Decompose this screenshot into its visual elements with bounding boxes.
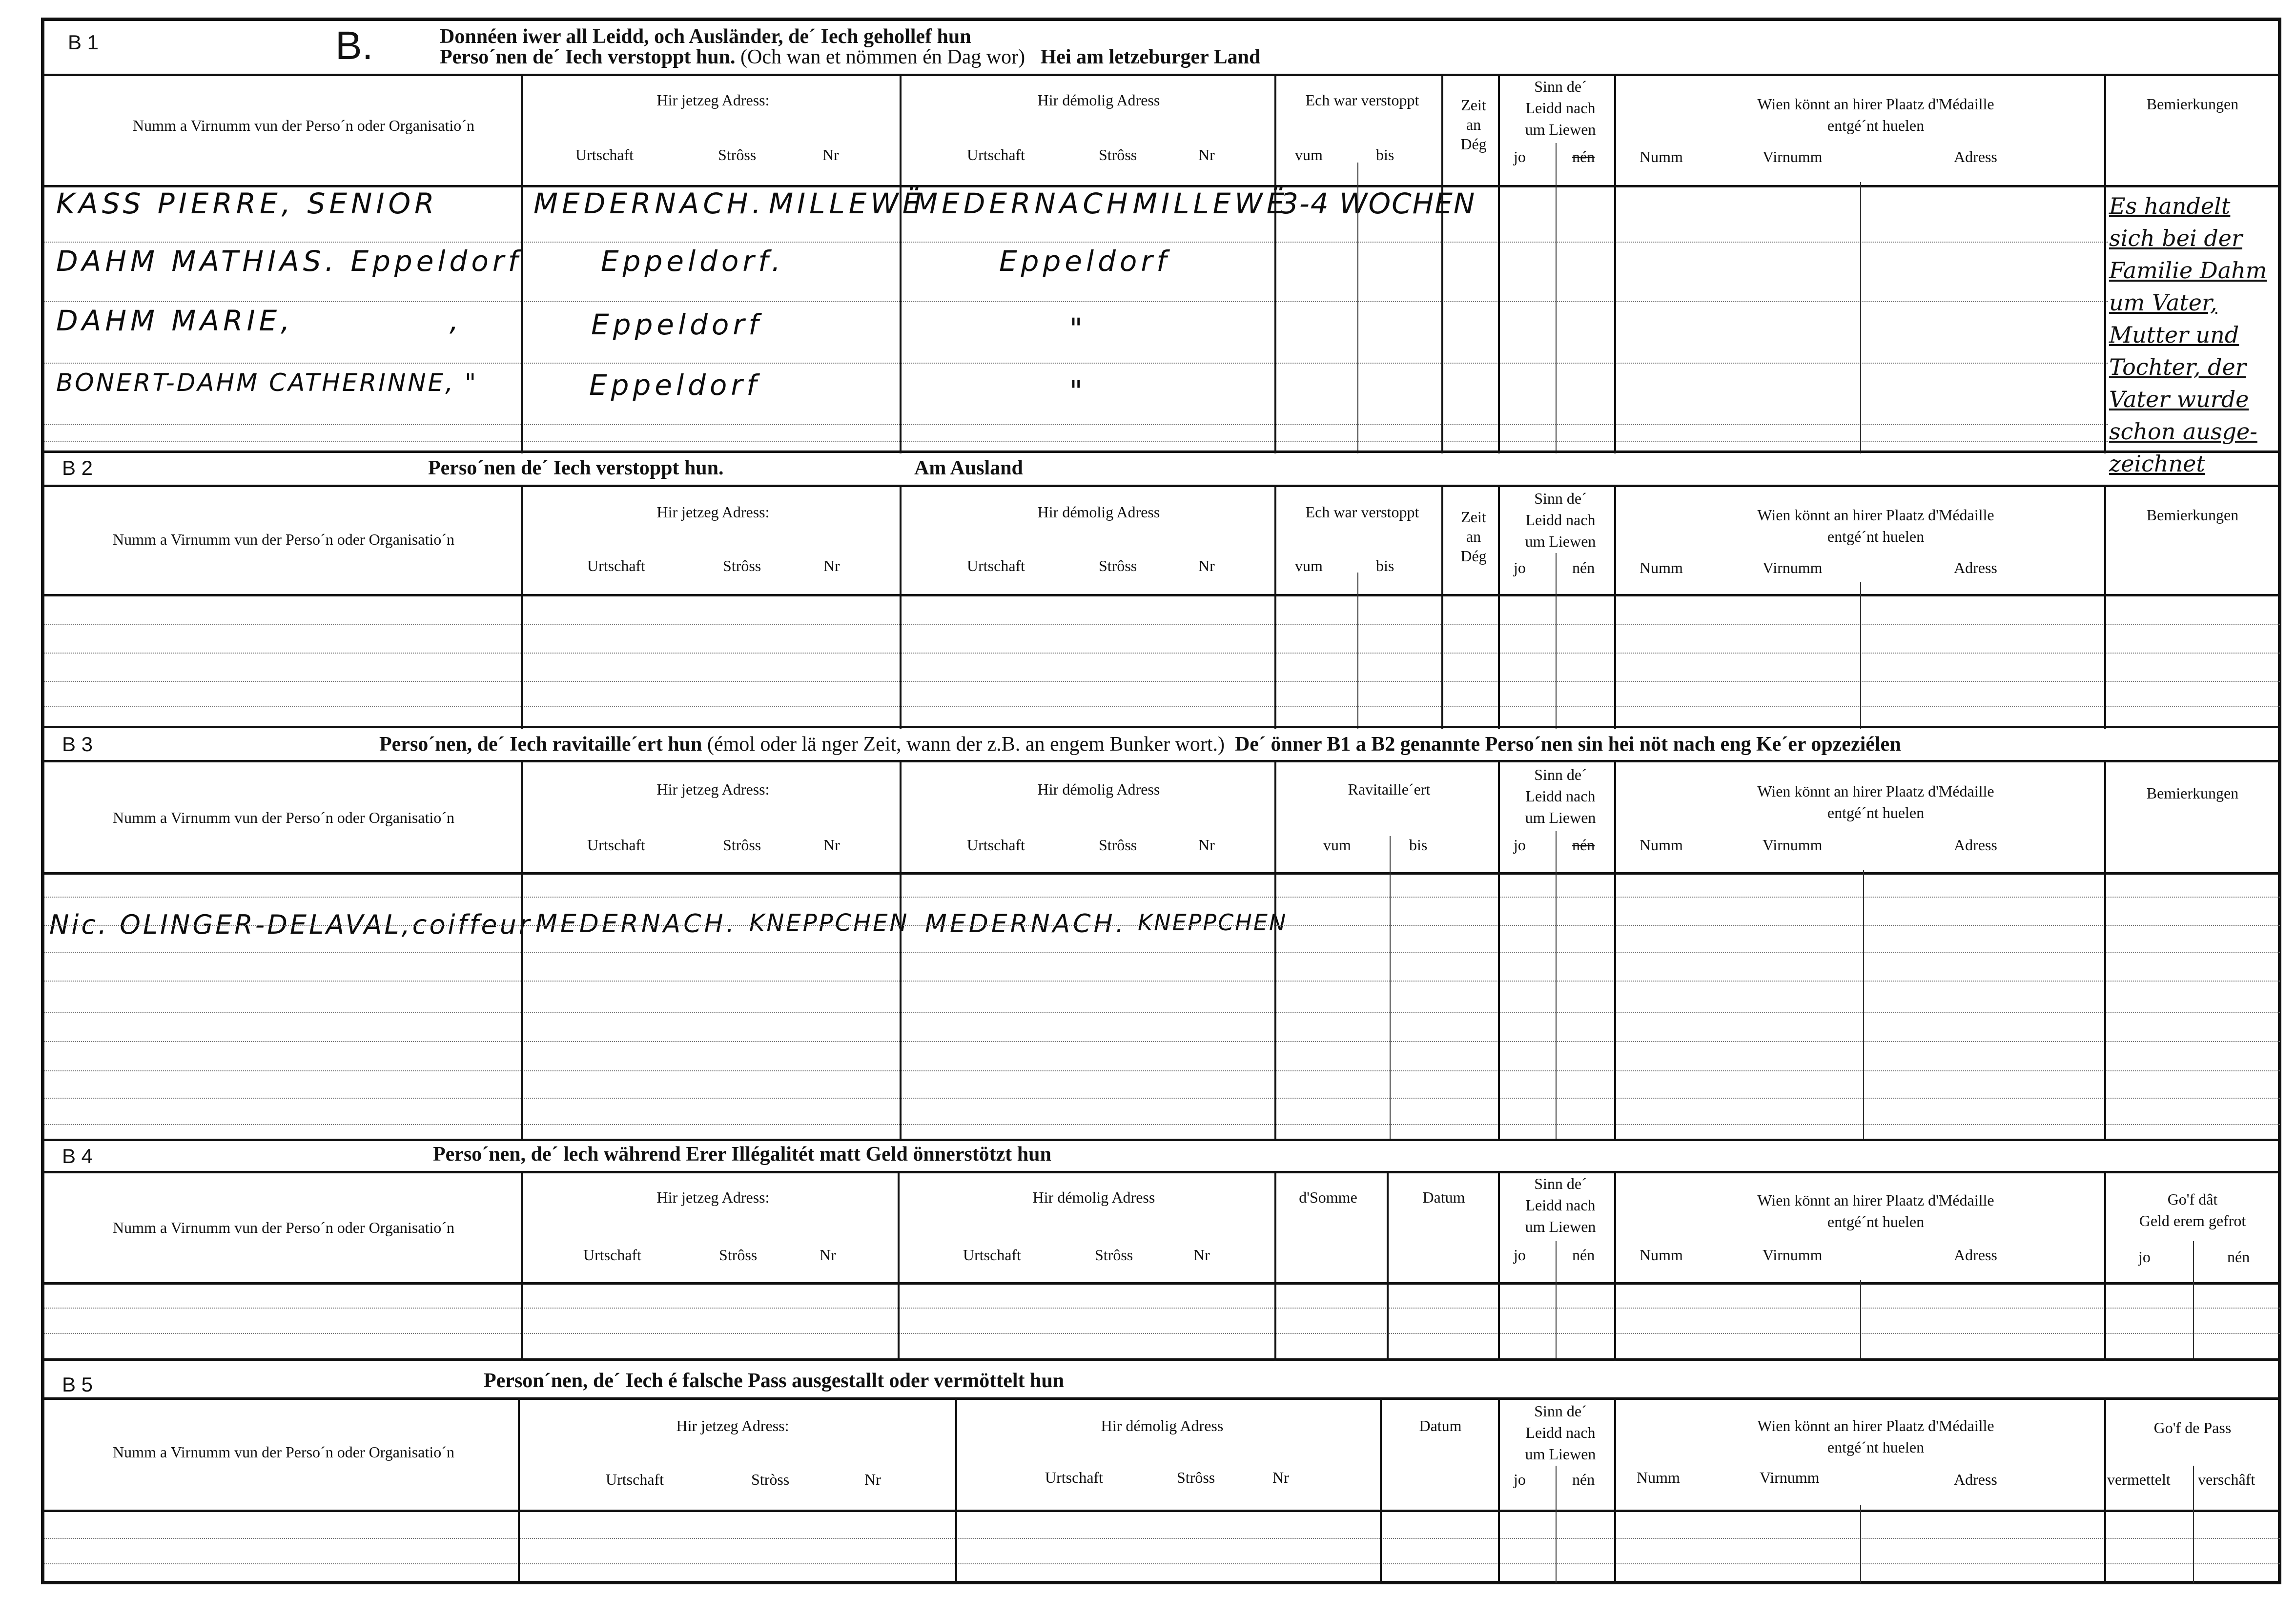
b4-header-medal [1617,1189,2134,1232]
b4-header-former-address: Hir démolig Adress [1032,1188,1155,1206]
b1-header-time [1444,95,1503,154]
b5-header-former-town: Urtschaft [1045,1469,1104,1486]
b5-header-town: Urtschaft [606,1471,664,1488]
b1-row2-old-town: Eppeldorf [999,245,1170,278]
b3-header-medal-name: Numm [1640,836,1683,854]
section-b3-number: B 3 [62,733,93,756]
b1-row3-old-town: " [1069,312,1086,345]
b2-header-alive [1501,488,1620,552]
b4-header-former-nr: Nr [1193,1246,1210,1264]
section-b5-title: Person´nen, de´ Iech é falsche Pass ausgestallt oder vermöttelt hun [484,1370,1065,1392]
b5-header-medal-name: Numm [1637,1469,1680,1486]
b5-header-alive [1501,1400,1620,1465]
b4-header-street: Strôss [719,1246,758,1264]
alive-l3: um Liewen [1525,1218,1596,1235]
b3-header-name: Numm a Virnumm vun der Perso´n oder Organisatio´n [113,809,454,826]
section-b3-title-tail: De´ önner B1 a B2 genannte Perso´nen sin hei nöt nach eng Ke´er opzeziélen [1235,733,1901,756]
b4-header-former-street: Strôss [1095,1246,1133,1264]
b2-header-to: bis [1376,557,1394,574]
b1-row2-cur-town: Eppeldorf. [601,245,785,278]
b2-header-former-town: Urtschaft [967,557,1025,574]
b2-header-town: Urtschaft [587,557,646,574]
form-letter: B. [335,23,373,68]
b1-header-alive [1501,76,1620,140]
b2-header-former-street: Strôss [1099,557,1137,574]
time-l1: Zeit [1461,508,1486,526]
b3-header-from: vum [1323,836,1351,854]
b1-header-medal-name: Numm [1640,148,1683,165]
b5-header-nr: Nr [864,1471,881,1488]
b3-header-street: Strôss [723,836,761,854]
b1-header-former-nr: Nr [1198,146,1215,164]
b1-header-medal [1617,93,2134,136]
b2-header-nr: Nr [823,557,840,574]
b3-header-alive [1501,764,1620,828]
time-l3: Dég [1460,547,1487,565]
b2-header-medal [1617,504,2134,547]
b4-header-yes: jo [1514,1246,1526,1264]
b4-header-gift [2107,1188,2278,1231]
alive-l1: Sinn de´ [1534,490,1587,507]
b1-header-current-address: Hir jetzeg Adress: [656,91,770,109]
b5-header-date: Datum [1419,1417,1462,1434]
b2-header-medal-first: Virnumm [1763,559,1823,576]
time-l3: Dég [1460,135,1487,153]
b1-row3-name: DAHM MARIE, [56,304,294,337]
b4-header-alive [1501,1173,1620,1237]
section-b1-title-main: Perso´nen de´ Iech verstoppt hun. [440,46,736,68]
b4-header-gift-yes: jo [2138,1248,2151,1266]
b1-header-from: vum [1295,146,1323,164]
b3-header-medal-address: Adress [1954,836,1997,854]
medal-l1: Wien könnt an hirer Plaatz d'Médaille [1757,1417,1994,1434]
b5-header-name: Numm a Virnumm vun der Perso´n oder Organisatio´n [113,1443,454,1461]
b5-header-medal [1617,1415,2134,1458]
section-b2-title: Perso´nen de´ Iech verstoppt hun. [428,457,724,479]
section-b2-number: B 2 [62,456,93,479]
b2-header-time [1444,507,1503,566]
b3-header-to: bis [1409,836,1428,854]
b4-header-name: Numm a Virnumm vun der Perso´n oder Organisatio´n [113,1219,454,1236]
section-b1-number: B 1 [68,31,99,54]
b3-header-remarks: Bemierkungen [2146,784,2239,802]
b4-header-date: Datum [1422,1188,1465,1206]
b1-header-former-street: Strôss [1099,146,1137,164]
gift-l2: Geld erem gefrot [2139,1212,2246,1229]
time-l1: Zeit [1461,96,1486,114]
b1-row1-cur-street: MILLEWË [769,187,924,220]
alive-l3: um Liewen [1525,121,1596,138]
b2-header-current-address: Hir jetzeg Adress: [656,503,770,521]
b1-remark: Es handelt sich bei der Familie Dahm um Vater, Mutter und Tochter, der Vater wurde schon ausge- zeichnet [2109,193,2267,477]
b3-header-yes: jo [1514,836,1526,854]
b2-header-name: Numm a Virnumm vun der Perso´n oder Organisatio´n [113,531,454,548]
b4-header-nr: Nr [820,1246,836,1264]
b1-header-nr: Nr [822,146,839,164]
b4-header-sum: d'Somme [1299,1188,1357,1206]
b2-header-no: nén [1572,559,1595,576]
section-b3-title [379,733,1901,756]
b1-header-yes: jo [1514,148,1526,165]
b5-header-former-street: Strôss [1177,1469,1215,1486]
b2-header-yes: jo [1514,559,1526,576]
b3-header-town: Urtschaft [587,836,646,854]
b3-header-nr: Nr [823,836,840,854]
b4-header-former-town: Urtschaft [963,1246,1022,1264]
b4-header-medal-address: Adress [1954,1246,1997,1264]
b1-header-town: Urtschaft [575,146,634,164]
alive-l2: Leidd nach [1525,1424,1596,1441]
b3-header-former-street: Strôss [1099,836,1137,854]
medal-l2: entgé´nt huelen [1827,804,1925,821]
b1-row4-cur-town: Eppeldorf [589,369,760,402]
b3-header-former-town: Urtschaft [967,836,1025,854]
section-b1-title-line1: Donnéen iwer all Leidd, och Ausländer, de´ Iech gehollef hun [440,25,971,48]
section-b1-title-note: (Och wan et nömmen én Dag wor) [740,46,1025,68]
b1-row1-period: 3-4 WOCHEN [1280,187,1476,220]
b2-header-medal-name: Numm [1640,559,1683,576]
b1-header-street: Strôss [718,146,757,164]
b1-row1-cur-town: MEDERNACH. [533,187,765,220]
alive-l3: um Liewen [1525,809,1596,826]
b5-header-pass: Go'f de Pass [2153,1419,2232,1436]
b1-header-to: bis [1376,146,1394,164]
b4-header-current-address: Hir jetzeg Adress: [656,1188,770,1206]
b3-row1-cur-town: MEDERNACH. [535,909,738,939]
alive-l1: Sinn de´ [1534,1175,1587,1192]
b5-header-no: nén [1572,1471,1595,1488]
b2-header-street: Strôss [723,557,761,574]
b5-header-former-nr: Nr [1272,1469,1289,1486]
b1-header-medal-address: Adress [1954,148,1997,165]
b3-row1-old-town: MEDERNACH. [925,909,1127,939]
b2-header-former-address: Hir démolig Adress [1037,503,1160,521]
alive-l1: Sinn de´ [1534,1402,1587,1420]
gift-l1: Go'f dât [2167,1190,2218,1208]
b2-header-from: vum [1295,557,1323,574]
alive-l3: um Liewen [1525,532,1596,550]
b1-row1-old-street: MILLEWË [1133,187,1289,220]
b5-header-street: Stròss [751,1471,790,1488]
b3-header-current-address: Hir jetzeg Adress: [656,780,770,798]
b1-header-name: Numm a Virnumm vun der Perso´n oder Organisatio´n [133,117,474,134]
b1-row4-old-town: " [1069,374,1086,408]
b1-row1-name: KASS PIERRE, SENIOR [56,187,438,220]
b4-header-medal-first: Virnumm [1763,1246,1823,1264]
section-b3-title-note: (émol oder lä nger Zeit, wann der z.B. an engem Bunker wort.) [707,733,1225,756]
b1-header-no: nén [1572,148,1595,165]
b3-header-former-nr: Nr [1198,836,1215,854]
section-b4-number: B 4 [62,1145,93,1167]
b1-row1-old-town: MEDERNACH. [913,187,1145,220]
b1-header-former-address: Hir démolig Adress [1037,91,1160,109]
b2-header-medal-address: Adress [1954,559,1997,576]
section-b2-title-tail: Am Ausland [914,457,1023,479]
alive-l2: Leidd nach [1525,99,1596,117]
b4-header-gift-no: nén [2227,1248,2250,1266]
section-b3-title-main: Perso´nen, de´ Iech ravitaille´ert hun [379,733,702,756]
b1-header-medal-first: Virnumm [1763,148,1823,165]
b2-header-former-nr: Nr [1198,557,1215,574]
b1-row4-name: BONERT-DAHM CATHERINNE, " [56,369,478,397]
b1-header-former-town: Urtschaft [967,146,1025,164]
medal-l1: Wien könnt an hirer Plaatz d'Médaille [1757,95,1994,113]
section-b4-title: Perso´nen, de´ lech während Erer Illégalitét matt Geld önnerstötzt hun [433,1143,1051,1166]
b5-header-medal-first: Virnumm [1760,1469,1820,1486]
b5-header-mediated: vermettelt [2107,1471,2171,1488]
time-l2: an [1466,528,1481,545]
b1-header-remarks: Bemierkungen [2146,95,2239,113]
b5-header-former-address: Hir démolig Adress [1101,1417,1224,1434]
b1-header-hidden: Ech war verstoppt [1305,91,1419,109]
b4-header-no: nén [1572,1246,1595,1264]
b5-header-current-address: Hir jetzeg Adress: [676,1417,789,1434]
form-sheet [41,18,2281,1584]
b3-header-medal [1617,780,2134,823]
medal-l2: entgé´nt huelen [1827,1438,1925,1456]
medal-l1: Wien könnt an hirer Plaatz d'Médaille [1757,506,1994,524]
alive-l1: Sinn de´ [1534,78,1587,95]
alive-l2: Leidd nach [1525,787,1596,805]
section-b1-title-line2 [440,45,1260,69]
alive-l1: Sinn de´ [1534,766,1587,783]
b2-header-hidden: Ech war verstoppt [1305,503,1419,521]
b5-header-medal-address: Adress [1954,1471,1997,1488]
b1-row3-cur-town: Eppeldorf [591,308,762,341]
alive-l3: um Liewen [1525,1445,1596,1463]
b3-header-former-address: Hir démolig Adress [1037,780,1160,798]
time-l2: an [1466,116,1481,133]
b3-header-medal-first: Virnumm [1763,836,1823,854]
b1-row2-name: DAHM MATHIAS. Eppeldorf [56,245,522,278]
b3-header-supplied: Ravitaille´ert [1348,780,1431,798]
medal-l2: entgé´nt huelen [1827,117,1925,134]
b2-header-remarks: Bemierkungen [2146,506,2239,524]
section-b1-title-tail: Hei am letzeburger Land [1040,46,1261,68]
b3-row1-cur-street: KNEPPCHEN [749,909,909,937]
medal-l1: Wien könnt an hirer Plaatz d'Médaille [1757,782,1994,800]
b3-header-no: nén [1572,836,1595,854]
b4-header-medal-name: Numm [1640,1246,1683,1264]
b5-header-procured: verschâft [2198,1471,2255,1488]
b1-row3-ditto: , [450,304,463,337]
alive-l2: Leidd nach [1525,511,1596,529]
medal-l2: entgé´nt huelen [1827,1213,1925,1230]
b4-header-town: Urtschaft [583,1246,642,1264]
b5-header-yes: jo [1514,1471,1526,1488]
alive-l2: Leidd nach [1525,1196,1596,1214]
medal-l2: entgé´nt huelen [1827,528,1925,545]
medal-l1: Wien könnt an hirer Plaatz d'Médaille [1757,1191,1994,1209]
b3-row1-old-street: KNEPPCHEN [1138,909,1288,936]
section-b5-number: B 5 [62,1373,93,1396]
b3-row1-name: Nic. OLINGER-DELAVAL,coiffeur [49,909,533,940]
